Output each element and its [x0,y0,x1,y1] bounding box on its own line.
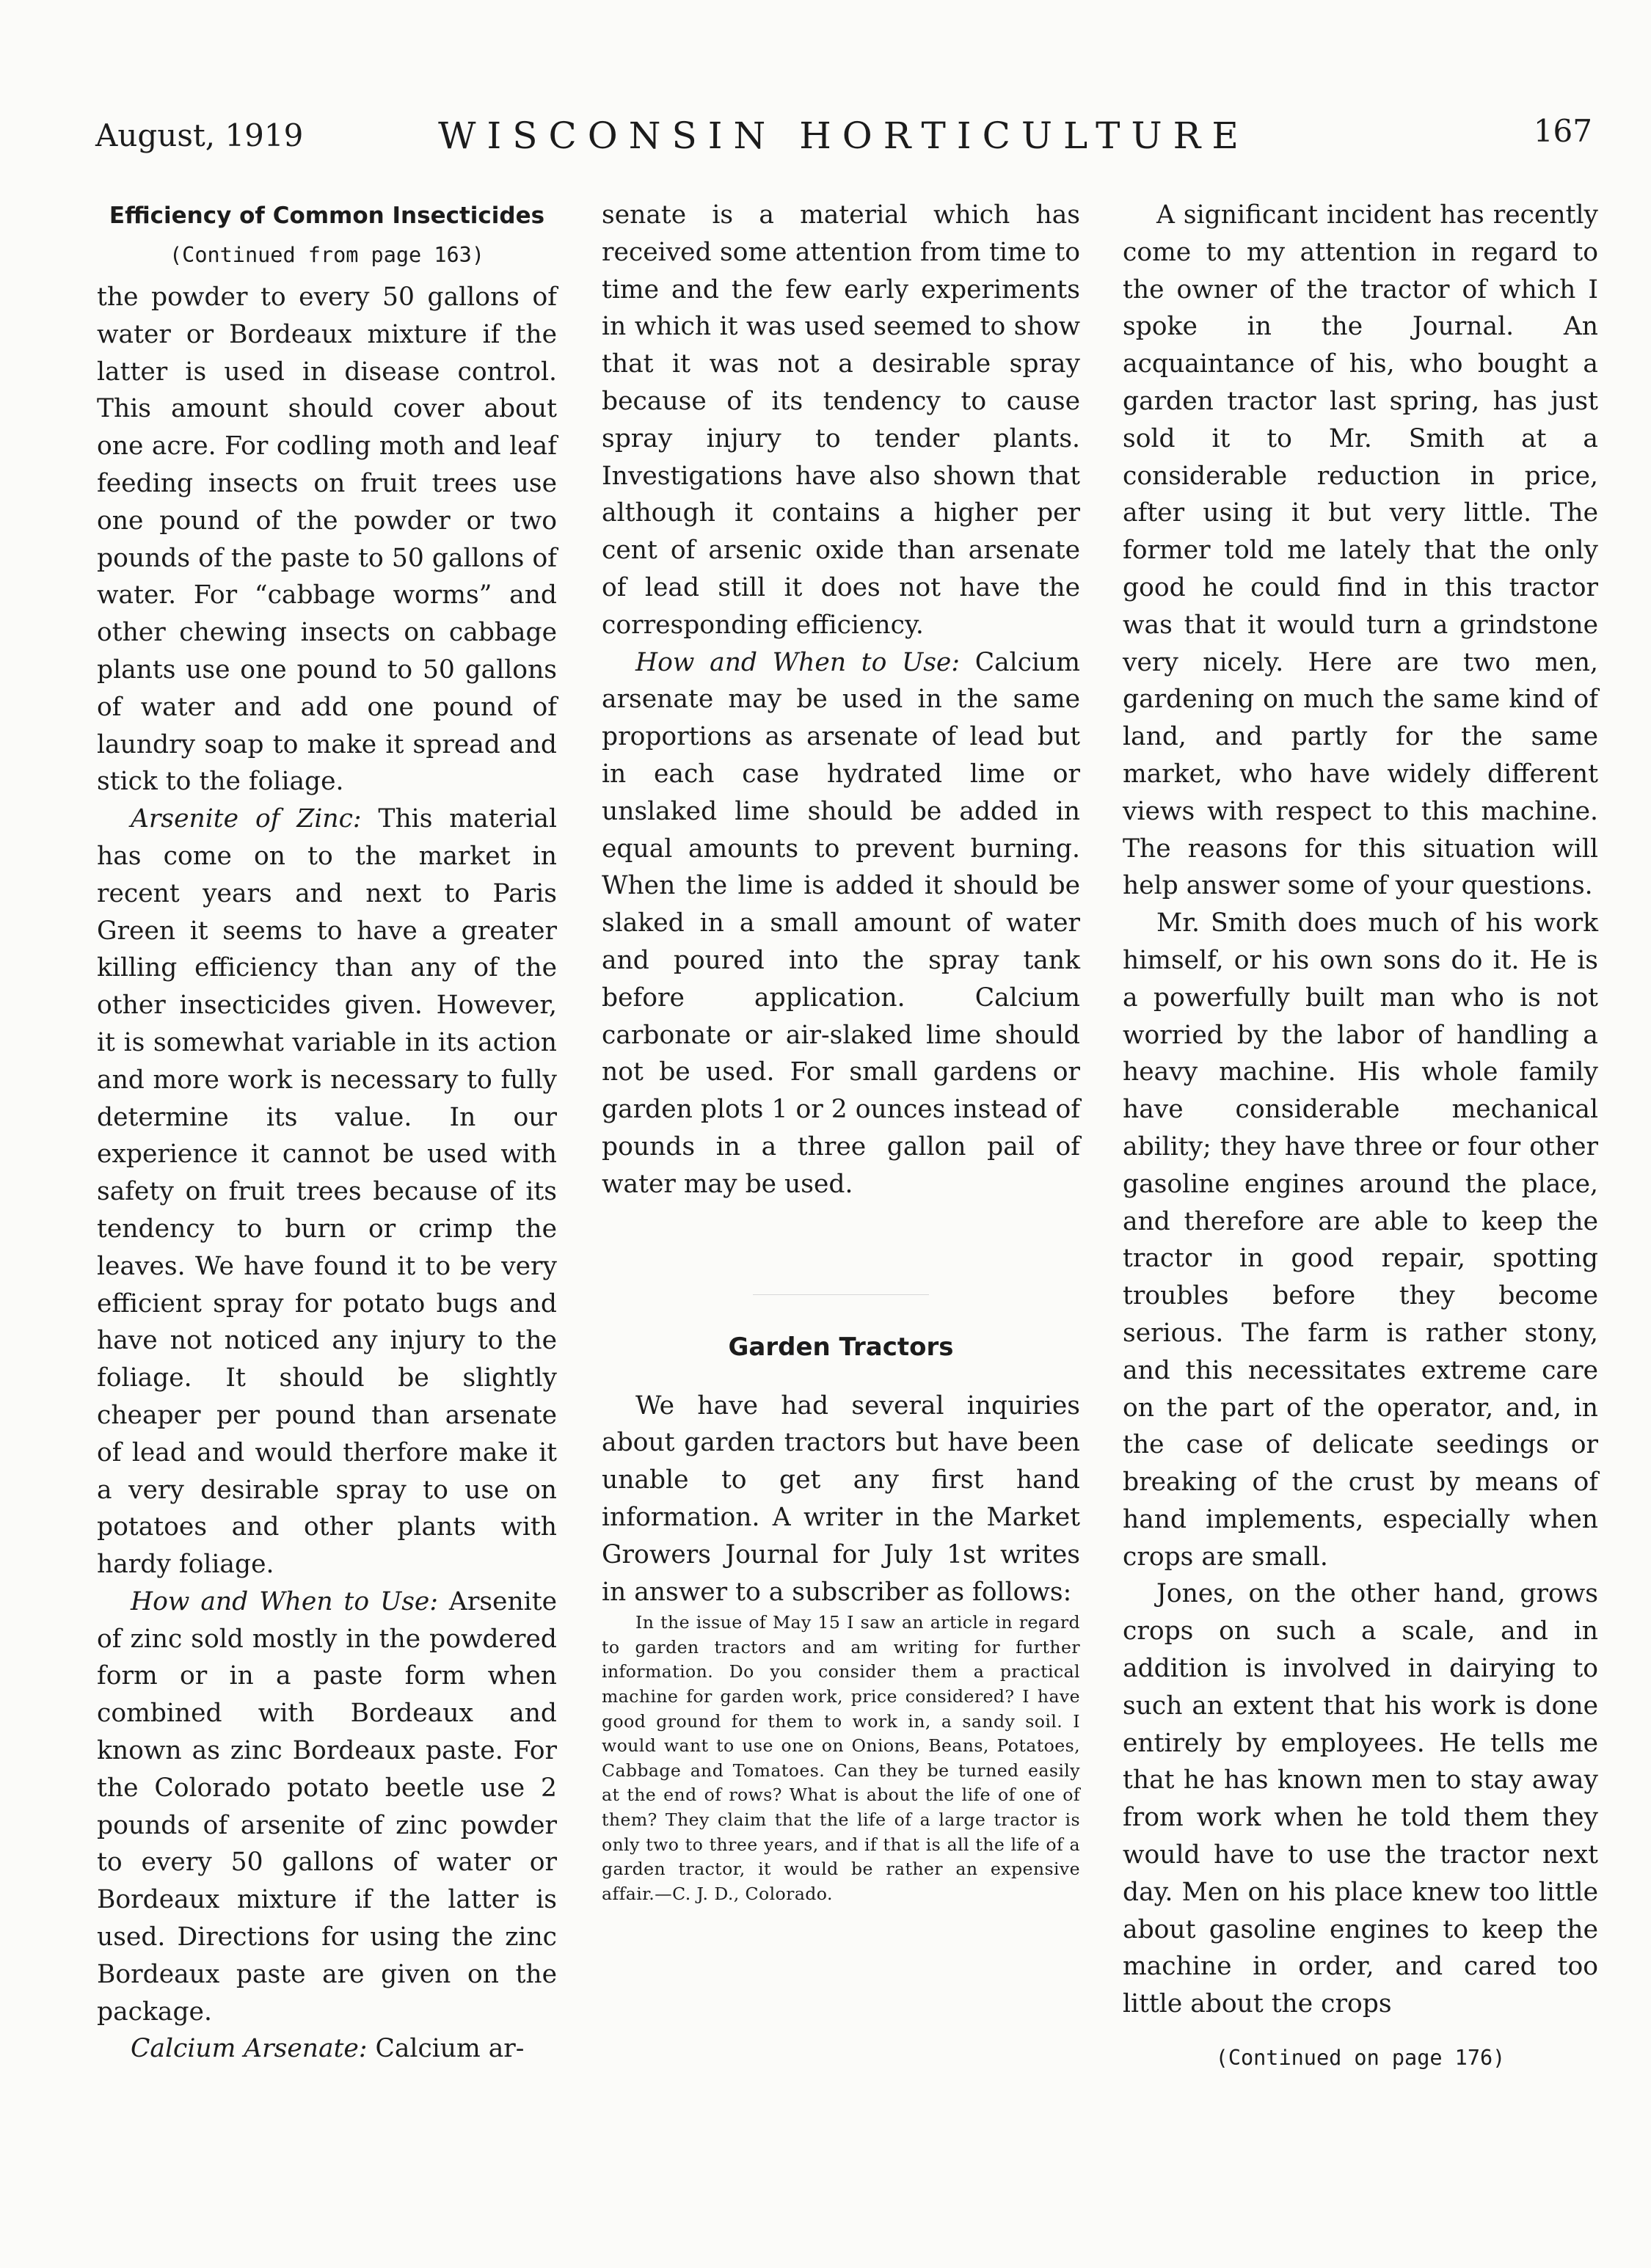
paragraph-text: Calcium arsenate may be used in the same proportions as arsenate of lead but in each case hydrated lime or unslaked lime should be added in equal amounts to prevent burning. When the lime is added it should be slaked in a small amount of water and poured into the spray tank before application. Calcium carbonate or air-slaked lime should not be used. For small gardens or garden plots 1 or 2 ounces instead of pounds in a three gallon pail of water may be used. [602,647,1080,1199]
continued-from-note: (Continued from page 163) [170,243,484,267]
page-header [95,113,1592,169]
paragraph-text: This material has come on to the market in recent years and next to Paris Green it seems to have a greater killing efficiency than any of the other insecticides given. However, it is somewhat variable in its action and more work is necessary to fully determine its value. In our experience it cannot be used with safety on fruit trees because of its tendency to burn or crimp the leaves. We have found it to be very efficient spray for potato bugs and have not noticed any injury to the foliage. It should be slightly cheaper per pound than arsenate of lead and would therfore make it a very desirable spray to use on potatoes and other plants with hardy foliage. [97,804,557,1580]
subscriber-letter-quote: In the issue of May 15 I saw an article in regard to garden tractors and am writing for further information. Do you consider them a practical machine for garden work, price considered? I have good ground for them to work in, a sandy soil. I would want to use one on Onions, Beans, Potatoes, Cabbage and Tomatoes. Can they be turned easily at the end of rows? What is about the life of one of them? They claim that the life of a large tractor is only two to three years, and if that is all the life of a garden tractor, it would be rather an expensive affair.—C. J. D., Colorado. [602,1612,1080,1904]
paragraph: We have had several inquiries about garden tractors but have been unable to get any first hand information. A writer in the Market Growers Journal for July 1st writes in answer to a subscriber as follows: [602,1390,1080,1607]
subheading: Calcium Arsenate: [131,2034,368,2064]
page-number: 167 [1533,113,1592,149]
paragraph-text: Arsenite of zinc sold mostly in the powdered form or in a paste form when combined with Bordeaux and known as zinc Bordeaux paste. For the Colorado potato beetle use 2 pounds of arsenite of zinc powder to every 50 gallons of water or Bordeaux mixture if the latter is used. Directions for using the zinc Bordeaux paste are given on the package. [97,1586,557,2027]
column-2 [602,197,1080,1906]
column-3 [1123,197,1598,2074]
subheading: How and When to Use: [635,647,960,677]
article-title-insecticides: Efficiency of Common Insecticides [109,203,545,229]
journal-title: WISCONSIN HORTICULTURE [438,114,1250,157]
paragraph-how-when-zinc [97,1583,557,2031]
subheading: Arsenite of Zinc: [131,804,362,834]
column-1 [97,197,557,2068]
paragraph-how-when-calcium [602,644,1080,1203]
article-title-garden-tractors: Garden Tractors [728,1332,954,1362]
subheading: How and When to Use: [131,1586,438,1616]
paragraph: Jones, on the other hand, grows crops on such a scale, and in addition is involved in dairying to such an extent that his work is done entirely by employees. He tells me that he has known men to stay away from work when he told them they would have to use the tractor next day. Men on his place knew too little about gasoline engines to keep the machine in order, and cared too little about the crops [1123,1579,1598,2019]
paragraph: Mr. Smith does much of his work himself, or his own sons do it. He is a powerfully built man who is not worried by the labor of handling a heavy machine. His whole family have considerable mechanical ability; they have three or four other gasoline engines around the place, and therefore are able to keep the tractor in good repair, spotting troubles before they become serious. The farm is rather stony, and this necessitates extreme care on the part of the operator, and, in the case of delicate seedings or breaking of the crust by means of hand implements, especially when crops are small. [1123,908,1598,1572]
paragraph-text: senate is a material which has received some attention from time to time and the few early experiments in which it was used seemed to show that it was not a desirable spray because of its tendency to cause spray injury to tender plants. Investigations have also shown that although it contains a higher per cent of arsenic oxide than arsenate of lead still it does not have the corresponding efficiency. [602,200,1080,640]
continued-on-note: (Continued on page 176) [1215,2046,1506,2071]
paragraph-calcium-arsenate-cont [602,197,1080,644]
paragraph-calcium-arsenate-start [97,2030,557,2068]
paragraph-arsenite-of-zinc [97,801,557,1583]
paragraph: A significant incident has recently come to my attention in regard to the owner of the tractor of which I spoke in the Journal. An acquaintance of his, who bought a garden tractor last spring, has just sold it to Mr. Smith at a considerable reduction in price, after using it but very little. The former told me lately that the only good he could find in this tractor was that it would turn a grindstone very nicely. Here are two men, gardening on much the same kind of land, and partly for the same market, who have widely different views with respect to this machine. The reasons for this situation will help answer some of your questions. [1123,200,1598,901]
paragraph-text: Calcium ar- [367,2034,525,2064]
section-divider [753,1294,929,1295]
issue-date: August, 1919 [95,117,304,153]
paragraph: the powder to every 50 gallons of water or Bordeaux mixture if the latter is used in disease control. This amount should cover about one acre. For codling moth and leaf feeding insects on fruit trees use one pound of the powder or two pounds of the paste to 50 gallons of water. For “cabbage worms” and other chewing insects on cabbage plants use one pound to 50 gallons of water and add one pound of laundry soap to make it spread and stick to the foliage. [97,282,557,797]
